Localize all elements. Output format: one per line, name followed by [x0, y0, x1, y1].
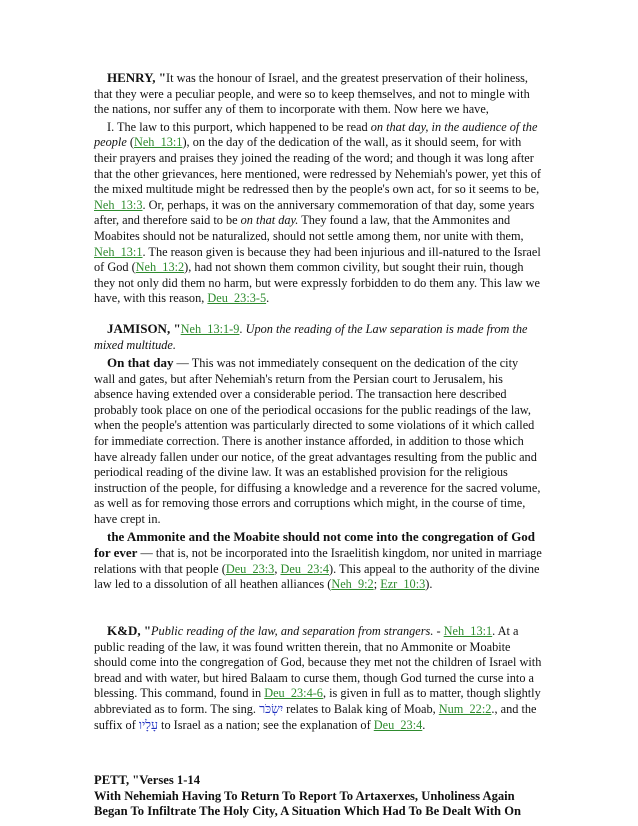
scripture-link-deu-23-3-5[interactable]: Deu_23:3-5 — [207, 291, 267, 306]
scripture-link-neh-13-2[interactable]: Neh_13:2 — [135, 260, 185, 275]
henry-commentator-label: HENRY, " — [107, 70, 167, 85]
kd-commentator-label: K&D, " — [107, 623, 152, 638]
scripture-link-neh-13-1-b[interactable]: Neh_13:1 — [94, 244, 143, 259]
kd-paragraph: K&D, "Public reading of the law, and separation from strangers. - Neh_13:1. At a public reading of the law, it was found written therein, that no Ammonite or Moabite should come into the congregation of God, because they met not the children of Israel with bread and with water, but hired Balaam to curse them, though God turned the curse into a blessing. This command, found in Deu_23:4-6, is given in full as to matter, though slightly abbreviated as to form. The sing. יִשְׂכֹּר relates to Balak king of Moab, Num_22:2., and the suffix of עָלָיו to Israel as a nation; see the explanation of Deu_23:4. — [94, 623, 542, 732]
henry-intro-paragraph: HENRY, "It was the honour of Israel, and the greatest preservation of their holiness, that they were a peculiar people, and were so to keep themselves, and not to mingle with the nations, nor suffer any of them to incorporate with them. Now here we have, — [94, 70, 530, 117]
jamison-heading-on-that-day: On that day — [107, 355, 174, 371]
scripture-link-deu-23-4-6[interactable]: Deu_23:4-6 — [264, 686, 323, 701]
jamison-heading-ammonite: the Ammonite and the Moabite should not come into the congregation of God for ever — [94, 528, 536, 561]
pett-heading: PETT, "Verses 1-14 — [94, 773, 200, 788]
henry-point-one-paragraph: I. The law to this purport, which happened to be read on that day, in the audience of the people (Neh_13:1), on the day of the dedication of the wall, as it should seem, for with their prayers and praises they joined the reading of the word; and though it was long after that the other grievances, here mentioned, were redressed by Nehemiah's power, yet this of the mixed multitude might be redressed then by the people's own act, for so it seems to be, Neh_13:3. Or, perhaps, it was on the anniversary commemoration of that day, some years after, and therefore said to be on that day. They found a law, that the Ammonites and Moabites should not be naturalized, should not settle among them, nor unite with them, Neh_13:1. The reason given is because they had been injurious and ill-natured to the Israel of God (Neh_13:2), had not shown them common civility, but sought their ruin, though they not only did them no harm, but were expressly forbidden to do them any. This law we have, with this reason, Deu_23:3-5. — [94, 119, 541, 306]
scripture-link-neh-9-2[interactable]: Neh_9:2 — [331, 577, 374, 592]
jamison-on-that-day-paragraph: On that day — This was not immediately consequent on the dedication of the city wall and gates, but after Nehemiah's return from the Persian court to Jerusalem, his absence having extended over a considerable period. The transaction here described probably took place on one of the periodical occasions for the public readings of the law, when the people's attention was particularly directed to some violations of it which called for immediate correction. There is another instance afforded, in addition to those which have already fallen under our notice, of the great advantages resulting from the public and periodical reading of the divine law. It was an established provision for the religious instruction of the people, for diffusing a knowledge and a reverence for the sacred volume, as well as for removing those errors and corruptions which might, in the course of time, have crept in. — [94, 355, 541, 527]
jamison-ammonite-paragraph: the Ammonite and the Moabite should not come into the congregation of God for ever — that is, not be incorporated into the Israelitish kingdom, nor united in marriage relations with that people (Deu_23:3, Deu_23:4). This appeal to the authority of the divine law led to a dissolution of all heathen alliances (Neh_9:2; Ezr_10:3). — [94, 528, 542, 592]
scripture-link-neh-13-1-9[interactable]: Neh_13:1-9 — [180, 321, 240, 336]
jamison-commentator-label: JAMISON, " — [107, 320, 181, 336]
hebrew-word-yiskor: יִשְׂכֹּר — [259, 701, 284, 716]
scripture-link-neh-13-1-c[interactable]: Neh_13:1 — [443, 624, 493, 638]
scripture-link-deu-23-3[interactable]: Deu_23:3 — [225, 561, 275, 576]
scripture-link-deu-23-4[interactable]: Deu_23:4 — [280, 561, 329, 576]
scripture-link-ezr-10-3[interactable]: Ezr_10:3 — [380, 577, 426, 592]
scripture-link-num-22-2[interactable]: Num_22:2 — [438, 701, 492, 716]
hebrew-word-alav: עָלָיו — [138, 717, 158, 732]
scripture-link-neh-13-3[interactable]: Neh_13:3 — [94, 197, 143, 212]
scripture-link-neh-13-1[interactable]: Neh_13:1 — [133, 135, 183, 150]
pett-subheading: With Nehemiah Having To Return To Report To Artaxerxes, Unholiness Again Began To Infiltrate The Holy City, A Situation Which Had To Be Dealt With On — [94, 788, 521, 819]
jamison-intro-paragraph: JAMISON, "Neh_13:1-9. Upon the reading of the Law separation is made from the mixed multitude. — [94, 320, 528, 352]
scripture-link-deu-23-4-b[interactable]: Deu_23:4 — [373, 717, 423, 732]
